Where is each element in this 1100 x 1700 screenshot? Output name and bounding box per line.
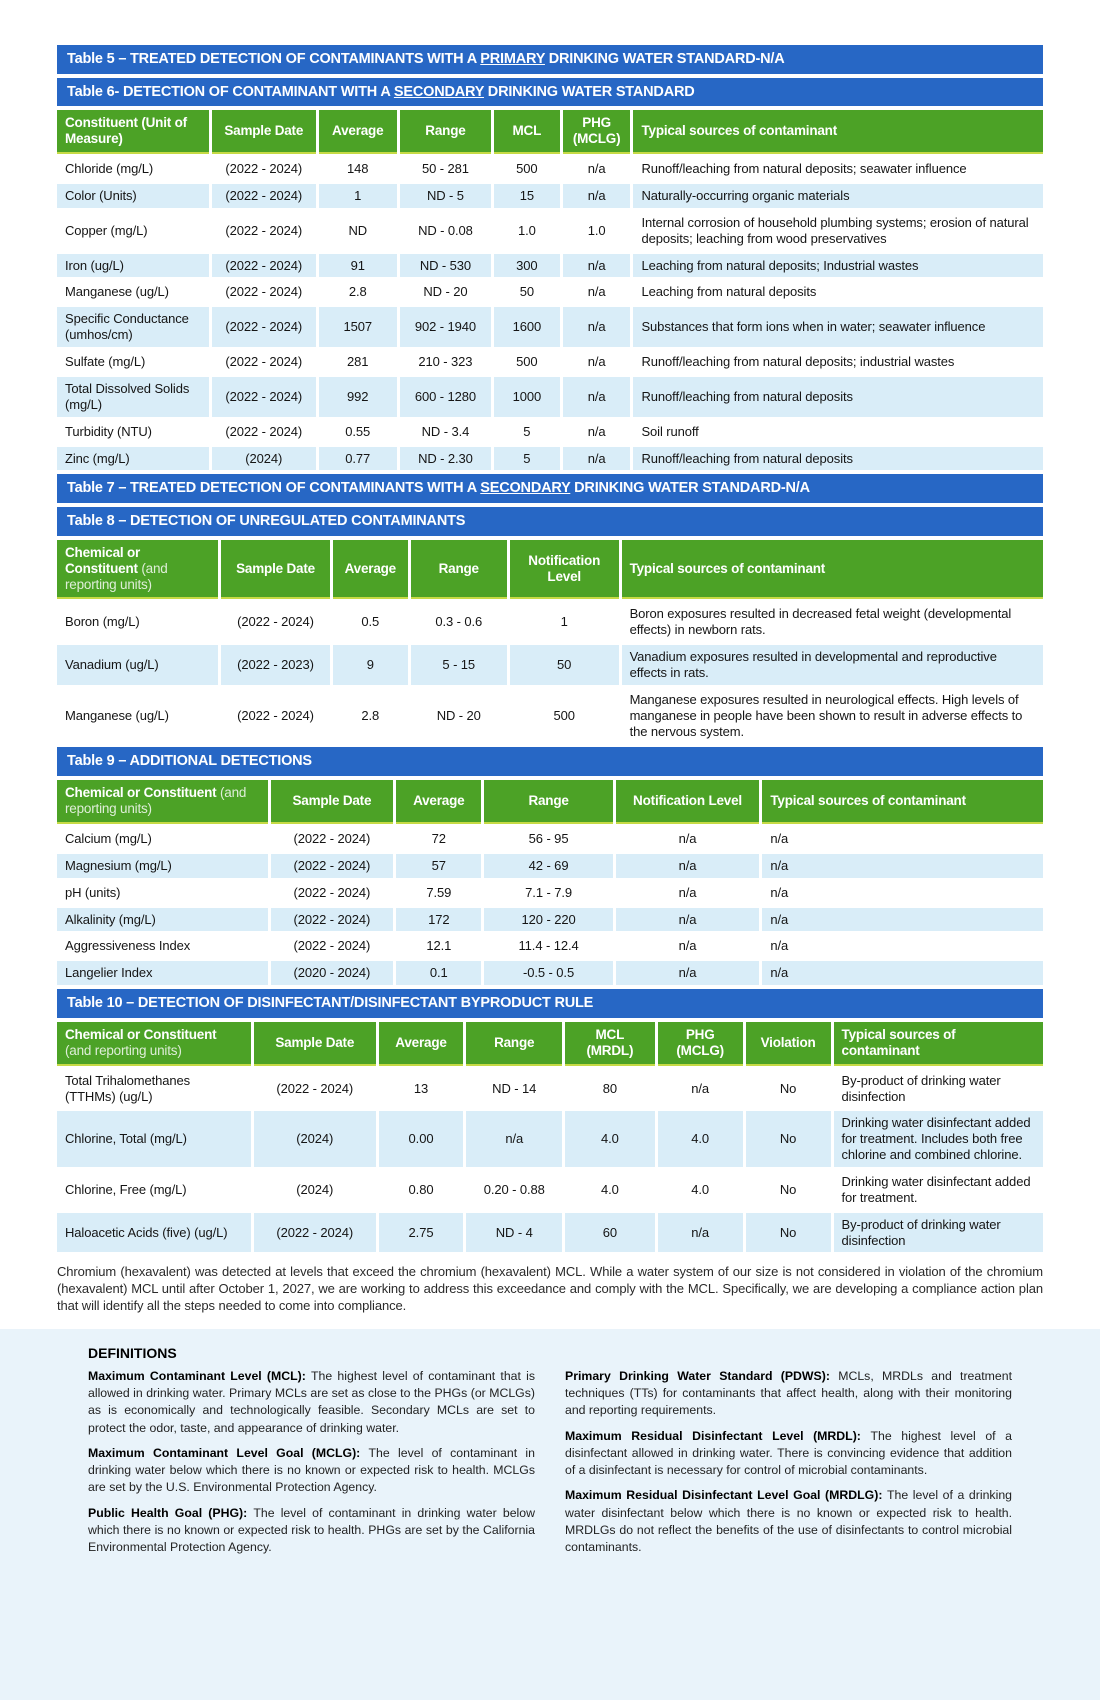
table-cell: (2022 - 2024) — [271, 827, 393, 851]
table-cell: n/a — [563, 254, 631, 278]
table-row — [57, 184, 1043, 208]
definition-item — [88, 1505, 535, 1557]
title-text: Table 5 – TREATED DETECTION OF CONTAMINANTS WITH A — [67, 51, 481, 67]
table-cell: (2022 - 2024) — [212, 377, 316, 417]
table-cell: 120 - 220 — [484, 908, 612, 932]
definition-item — [565, 1487, 1012, 1556]
definition-term: Maximum Contaminant Level Goal (MCLG): — [88, 1445, 369, 1460]
column-header-label: Chemical or Constituent — [65, 1026, 217, 1042]
definition-text: The highest level of contaminant that is allowed in drinking water. Primary MCLs are set as close to the PHGs (or MCLGs) as is economically and technologically feasible. Secondary MCLs are set to protect the odor, taste, and appearance of drinking water. — [88, 1369, 535, 1435]
table-cell: n/a — [563, 447, 631, 471]
table-cell: (2022 - 2024) — [271, 881, 393, 905]
column-header-label: Sample Date — [292, 793, 372, 809]
column-header — [379, 1022, 464, 1066]
table-row — [57, 961, 1043, 985]
table-cell: 1.0 — [563, 211, 631, 251]
table-header-row — [57, 540, 1043, 600]
table-cell: Specific Conductance (umhos/cm) — [57, 307, 209, 347]
table-cell: ND — [319, 211, 397, 251]
column-header-label: Typical sources of contaminant — [770, 793, 966, 809]
table-cell: Total Trihalomethanes (TTHMs) (ug/L) — [57, 1069, 251, 1109]
column-header — [221, 540, 330, 600]
table-cell: 50 — [494, 280, 560, 304]
table-cell: 0.00 — [379, 1111, 464, 1167]
table6-secondary-standard-table — [54, 107, 1046, 473]
column-header-label: Sample Date — [275, 1034, 355, 1050]
column-header-sublabel: (and reporting units) — [65, 1042, 182, 1058]
table-cell: 5 - 15 — [411, 645, 507, 685]
table-row — [57, 827, 1043, 851]
table-cell: Alkalinity (mg/L) — [57, 908, 268, 932]
column-header-label: Typical sources of contaminant — [641, 123, 838, 139]
table-cell: n/a — [616, 881, 760, 905]
table-cell: No — [746, 1111, 831, 1167]
table-cell: 172 — [396, 908, 481, 932]
table-cell: 1507 — [319, 307, 397, 347]
definition-item — [565, 1428, 1012, 1480]
definitions-left-column — [88, 1368, 535, 1564]
table-cell: n/a — [762, 881, 1043, 905]
column-header-label: PHG (MCLG) — [676, 1026, 724, 1058]
column-header — [57, 780, 268, 824]
column-header-label: Range — [528, 793, 569, 809]
table-cell: Runoff/leaching from natural deposits — [633, 447, 1043, 471]
table-row — [57, 688, 1043, 744]
table-cell: 5 — [494, 420, 560, 444]
table-cell: Runoff/leaching from natural deposits; industrial wastes — [633, 350, 1043, 374]
table-cell: Zinc (mg/L) — [57, 447, 209, 471]
definition-item — [88, 1445, 535, 1497]
definition-text: The level of contaminant in drinking water below which there is no known or expected risk to health. PHGs are set by the California Environmental Protection Agency. — [88, 1505, 535, 1554]
column-header-label: Sample Date — [224, 123, 304, 139]
column-header-label: Notification Level — [633, 793, 742, 809]
column-header — [271, 780, 393, 824]
table-cell: n/a — [563, 350, 631, 374]
table-cell: n/a — [658, 1069, 743, 1109]
table-cell: ND - 3.4 — [400, 420, 491, 444]
table-cell: 4.0 — [565, 1111, 655, 1167]
table-cell: 50 — [510, 645, 619, 685]
table-cell: (2024) — [254, 1111, 376, 1167]
table-cell: ND - 20 — [411, 688, 507, 744]
table-cell: 11.4 - 12.4 — [484, 934, 612, 958]
table-cell: Haloacetic Acids (five) (ug/L) — [57, 1213, 251, 1253]
table-header-row — [57, 1022, 1043, 1066]
column-header — [762, 780, 1043, 824]
table-cell: Vanadium (ug/L) — [57, 645, 218, 685]
table-cell: By-product of drinking water disinfection — [834, 1069, 1043, 1109]
column-header — [616, 780, 760, 824]
table-cell: n/a — [563, 377, 631, 417]
table-cell: 2.8 — [333, 688, 408, 744]
title-text: DRINKING WATER STANDARD — [483, 83, 695, 100]
column-header — [212, 110, 316, 154]
column-header — [57, 110, 209, 154]
table-cell: 500 — [494, 350, 560, 374]
table-row — [57, 908, 1043, 932]
title-text: Table 8 – DETECTION OF UNREGULATED CONTAMINANTS — [67, 513, 466, 530]
table-cell: (2022 - 2024) — [212, 184, 316, 208]
table-cell: 281 — [319, 350, 397, 374]
table-cell: 80 — [565, 1069, 655, 1109]
column-header-sublabel: (and reporting units) — [65, 560, 168, 592]
table-row — [57, 254, 1043, 278]
table-cell: 50 - 281 — [400, 157, 491, 181]
table-cell: (2022 - 2024) — [271, 934, 393, 958]
column-header — [510, 540, 619, 600]
title-text: Table 10 – DETECTION OF DISINFECTANT/DISINFECTANT BYPRODUCT RULE — [67, 995, 594, 1012]
title-text: DRINKING WATER STANDARD-N/A — [544, 51, 785, 67]
table-cell: (2022 - 2024) — [221, 688, 330, 744]
table-cell: Manganese (ug/L) — [57, 688, 218, 744]
definitions-right-column — [565, 1368, 1012, 1564]
table-cell: ND - 2.30 — [400, 447, 491, 471]
column-header-label: Violation — [760, 1034, 816, 1050]
table-cell: n/a — [762, 934, 1043, 958]
definitions-panel — [0, 1329, 1100, 1700]
table-cell: n/a — [616, 827, 760, 851]
table-cell: Internal corrosion of household plumbing systems; erosion of natural deposits; leaching from wood preservatives — [633, 211, 1043, 251]
table-cell: 300 — [494, 254, 560, 278]
table-row — [57, 157, 1043, 181]
table-cell: 4.0 — [658, 1111, 743, 1167]
table-cell: Boron exposures resulted in decreased fetal weight (developmental effects) in newborn rats. — [622, 602, 1043, 642]
table-cell: No — [746, 1213, 831, 1253]
column-header — [633, 110, 1043, 154]
table-cell: n/a — [563, 420, 631, 444]
table-cell: (2020 - 2024) — [271, 961, 393, 985]
table-header-row — [57, 780, 1043, 824]
table-cell: (2022 - 2024) — [212, 307, 316, 347]
column-header — [396, 780, 481, 824]
definition-text: The level of a drinking water disinfectant below which there is no known or expected risk to health. MRDLGs do not reflect the benefits of the use of disinfectants to control microbial contaminants. — [565, 1488, 1012, 1554]
chromium-hexavalent-note: Chromium (hexavalent) was detected at levels that exceed the chromium (hexavalent) MCL. While a water system of our size is not considered in violation of the chromium (hexavalent) MCL until after October 1, 2027, we are working to address this exceedance and comply with the MCL. Specifically, we are developing a compliance action plan that will identify all the steps needed to come into compliance. — [57, 1264, 1043, 1314]
column-header — [333, 540, 408, 600]
table-cell: No — [746, 1069, 831, 1109]
table-cell: Runoff/leaching from natural deposits; seawater influence — [633, 157, 1043, 181]
title-text: Table 6- DETECTION OF CONTAMINANT WITH A — [67, 83, 394, 100]
table-cell: Leaching from natural deposits — [633, 280, 1043, 304]
definition-text: MCLs, MRDLs and treatment techniques (TTs) for contaminants that affect health, along with their monitoring and reporting requirements. — [565, 1369, 1012, 1418]
table-cell: pH (units) — [57, 881, 268, 905]
table-cell: ND - 530 — [400, 254, 491, 278]
column-header-label: Constituent (Unit of Measure) — [65, 115, 187, 147]
title-text: DRINKING WATER STANDARD-N/A — [570, 480, 810, 497]
column-header-label: MCL — [512, 123, 542, 139]
underlined-title-text: SECONDARY — [393, 83, 484, 100]
table-cell: Chlorine, Free (mg/L) — [57, 1170, 251, 1210]
table-cell: (2022 - 2024) — [212, 157, 316, 181]
table10-header-bar — [57, 989, 1043, 1018]
table-cell: Iron (ug/L) — [57, 254, 209, 278]
column-header-label: Typical sources of contaminant — [841, 1026, 956, 1058]
column-header-label: Chemical or Constituent — [65, 785, 217, 801]
table-cell: n/a — [563, 280, 631, 304]
table6-header-bar — [57, 78, 1043, 107]
table-cell: (2022 - 2024) — [212, 420, 316, 444]
column-header-label: Average — [344, 560, 396, 576]
table-cell: (2022 - 2024) — [212, 211, 316, 251]
table10-disinfectant-byproduct-table — [54, 1019, 1046, 1256]
table-cell: By-product of drinking water disinfection — [834, 1213, 1043, 1253]
table-cell: n/a — [563, 157, 631, 181]
table-cell: 15 — [494, 184, 560, 208]
table-cell: Vanadium exposures resulted in developmental and reproductive effects in rats. — [622, 645, 1043, 685]
table-cell: 0.80 — [379, 1170, 464, 1210]
table-cell: 7.1 - 7.9 — [484, 881, 612, 905]
table-cell: 1000 — [494, 377, 560, 417]
definition-term: Maximum Residual Disinfectant Level (MRDL): — [565, 1428, 871, 1443]
definitions-heading: DEFINITIONS — [88, 1345, 177, 1362]
table-row — [57, 447, 1043, 471]
table-cell: 2.75 — [379, 1213, 464, 1253]
table-row — [57, 211, 1043, 251]
table-row — [57, 602, 1043, 642]
column-header — [57, 540, 218, 600]
column-header — [484, 780, 612, 824]
definition-term: Maximum Contaminant Level (MCL): — [88, 1369, 312, 1384]
table-cell: Boron (mg/L) — [57, 602, 218, 642]
table-row — [57, 280, 1043, 304]
table-cell: (2022 - 2023) — [221, 645, 330, 685]
table-cell: Sulfate (mg/L) — [57, 350, 209, 374]
table-cell: 57 — [396, 854, 481, 878]
column-header-label: PHG (MCLG) — [572, 115, 621, 147]
table-cell: 1 — [510, 602, 619, 642]
column-header — [411, 540, 507, 600]
definition-term: Maximum Residual Disinfectant Level Goal (MRDLG): — [565, 1488, 888, 1503]
table-row — [57, 1213, 1043, 1253]
table-cell: 7.59 — [396, 881, 481, 905]
table-row — [57, 1069, 1043, 1109]
table-cell: n/a — [563, 184, 631, 208]
table-cell: (2022 - 2024) — [254, 1213, 376, 1253]
table-row — [57, 934, 1043, 958]
table-cell: ND - 0.08 — [400, 211, 491, 251]
table-cell: Total Dissolved Solids (mg/L) — [57, 377, 209, 417]
table-cell: 12.1 — [396, 934, 481, 958]
table-cell: 0.1 — [396, 961, 481, 985]
table-cell: 72 — [396, 827, 481, 851]
table-cell: Naturally-occurring organic materials — [633, 184, 1043, 208]
table-cell: 500 — [510, 688, 619, 744]
table-header-row — [57, 110, 1043, 154]
table-cell: 91 — [319, 254, 397, 278]
table-cell: 210 - 323 — [400, 350, 491, 374]
title-text: Table 9 – ADDITIONAL DETECTIONS — [67, 753, 312, 770]
table-cell: 9 — [333, 645, 408, 685]
column-header — [563, 110, 631, 154]
column-header-label: Average — [413, 793, 465, 809]
table-row — [57, 854, 1043, 878]
column-header — [834, 1022, 1043, 1066]
table-cell: 60 — [565, 1213, 655, 1253]
table-cell: 902 - 1940 — [400, 307, 491, 347]
column-header — [494, 110, 560, 154]
column-header — [658, 1022, 743, 1066]
table-cell: (2024) — [212, 447, 316, 471]
table5-header-bar — [57, 45, 1043, 74]
table-cell: ND - 14 — [466, 1069, 562, 1109]
table-cell: Manganese (ug/L) — [57, 280, 209, 304]
column-header — [565, 1022, 655, 1066]
table-cell: n/a — [616, 854, 760, 878]
column-header — [254, 1022, 376, 1066]
table-cell: (2022 - 2024) — [212, 254, 316, 278]
table-cell: Copper (mg/L) — [57, 211, 209, 251]
table-cell: (2022 - 2024) — [212, 350, 316, 374]
table-cell: Drinking water disinfectant added for treatment. — [834, 1170, 1043, 1210]
definition-text: The level of contaminant in drinking water below which there is no known or expected risk to health. MCLGs are set by the U.S. Environmental Protection Agency. — [88, 1445, 535, 1495]
column-header-sublabel: (and reporting units) — [65, 785, 247, 817]
table-cell: 2.8 — [319, 280, 397, 304]
table8-unregulated-contaminants-table — [54, 537, 1046, 747]
table-cell: No — [746, 1170, 831, 1210]
column-header-label: Sample Date — [236, 560, 315, 576]
table-cell: Color (Units) — [57, 184, 209, 208]
column-header — [746, 1022, 831, 1066]
table-cell: n/a — [616, 961, 760, 985]
column-header-label: Chemical or Constituent — [65, 544, 141, 576]
column-header-label: Range — [494, 1034, 535, 1050]
column-header-label: Notification Level — [528, 552, 601, 584]
definition-item — [88, 1368, 535, 1437]
column-header-label: Average — [332, 123, 384, 139]
table9-additional-detections-table — [54, 777, 1046, 988]
table-cell: Turbidity (NTU) — [57, 420, 209, 444]
table-cell: 1.0 — [494, 211, 560, 251]
table-cell: Drinking water disinfectant added for treatment. Includes both free chlorine and combined chlorine. — [834, 1111, 1043, 1167]
column-header — [466, 1022, 562, 1066]
table-row — [57, 307, 1043, 347]
table-cell: 0.3 - 0.6 — [411, 602, 507, 642]
table-cell: ND - 5 — [400, 184, 491, 208]
table-cell: 0.20 - 0.88 — [466, 1170, 562, 1210]
column-header-label: Range — [438, 560, 479, 576]
underlined-title-text: SECONDARY — [480, 480, 571, 497]
table-cell: 1 — [319, 184, 397, 208]
table-cell: 4.0 — [658, 1170, 743, 1210]
table-cell: Leaching from natural deposits; Industrial wastes — [633, 254, 1043, 278]
table-cell: n/a — [563, 307, 631, 347]
table-row — [57, 420, 1043, 444]
table-row — [57, 1170, 1043, 1210]
table-cell: (2024) — [254, 1170, 376, 1210]
table-cell: (2022 - 2024) — [254, 1069, 376, 1109]
table-cell: 5 — [494, 447, 560, 471]
definitions-columns — [88, 1368, 1012, 1564]
underlined-title-text: PRIMARY — [480, 51, 545, 67]
title-text: Table 7 – TREATED DETECTION OF CONTAMINANTS WITH A — [67, 480, 481, 497]
table-cell: n/a — [616, 908, 760, 932]
table-cell: n/a — [762, 961, 1043, 985]
table-cell: n/a — [466, 1111, 562, 1167]
table-cell: Magnesium (mg/L) — [57, 854, 268, 878]
definition-term: Primary Drinking Water Standard (PDWS): — [565, 1369, 839, 1384]
table9-header-bar — [57, 747, 1043, 776]
table-cell: Soil runoff — [633, 420, 1043, 444]
table-row — [57, 1111, 1043, 1167]
table-cell: 992 — [319, 377, 397, 417]
table-cell: 42 - 69 — [484, 854, 612, 878]
definition-item — [565, 1368, 1012, 1420]
table-cell: 56 - 95 — [484, 827, 612, 851]
table-cell: ND - 20 — [400, 280, 491, 304]
table-row — [57, 350, 1043, 374]
table-cell: 0.5 — [333, 602, 408, 642]
table-cell: Calcium (mg/L) — [57, 827, 268, 851]
table-cell: Manganese exposures resulted in neurological effects. High levels of manganese in people have been shown to result in adverse effects to the nervous system. — [622, 688, 1043, 744]
column-header — [319, 110, 397, 154]
table-cell: (2022 - 2024) — [221, 602, 330, 642]
table-cell: Chlorine, Total (mg/L) — [57, 1111, 251, 1167]
table-cell: 500 — [494, 157, 560, 181]
table-cell: n/a — [762, 854, 1043, 878]
column-header-label: Typical sources of contaminant — [629, 560, 826, 576]
table-cell: -0.5 - 0.5 — [484, 961, 612, 985]
column-header — [57, 1022, 251, 1066]
column-header-label: Range — [425, 123, 466, 139]
table-cell: Langelier Index — [57, 961, 268, 985]
table-cell: (2022 - 2024) — [271, 854, 393, 878]
table-cell: n/a — [658, 1213, 743, 1253]
table-cell: n/a — [762, 827, 1043, 851]
table-cell: 0.77 — [319, 447, 397, 471]
column-header — [400, 110, 491, 154]
table8-header-bar — [57, 507, 1043, 536]
table-cell: 600 - 1280 — [400, 377, 491, 417]
table-cell: n/a — [762, 908, 1043, 932]
table-cell: ND - 4 — [466, 1213, 562, 1253]
table7-header-bar — [57, 474, 1043, 503]
definition-term: Public Health Goal (PHG): — [88, 1505, 254, 1520]
table-cell: 4.0 — [565, 1170, 655, 1210]
table-cell: (2022 - 2024) — [271, 908, 393, 932]
table-row — [57, 881, 1043, 905]
table-cell: n/a — [616, 934, 760, 958]
column-header-label: Average — [395, 1034, 447, 1050]
table-cell: Chloride (mg/L) — [57, 157, 209, 181]
table-row — [57, 377, 1043, 417]
column-header-label: MCL (MRDL) — [586, 1026, 634, 1058]
column-header — [622, 540, 1043, 600]
table-cell: 0.55 — [319, 420, 397, 444]
table-cell: 1600 — [494, 307, 560, 347]
table-cell: 13 — [379, 1069, 464, 1109]
definition-text: The highest level of a disinfectant allowed in drinking water. There is convincing evidence that addition of a disinfectant is necessary for control of microbial contaminants. — [565, 1428, 1012, 1478]
table-cell: 148 — [319, 157, 397, 181]
table-cell: (2022 - 2024) — [212, 280, 316, 304]
table-row — [57, 645, 1043, 685]
table-cell: Runoff/leaching from natural deposits — [633, 377, 1043, 417]
table-cell: Aggressiveness Index — [57, 934, 268, 958]
table-cell: Substances that form ions when in water; seawater influence — [633, 307, 1043, 347]
